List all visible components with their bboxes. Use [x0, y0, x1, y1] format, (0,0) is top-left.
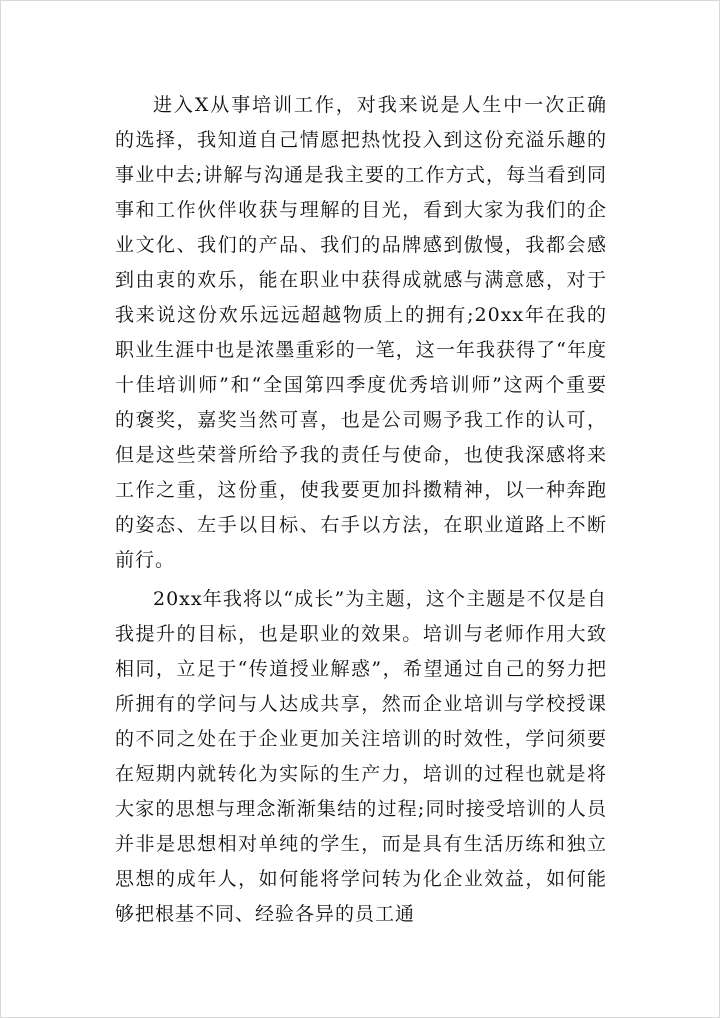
paragraph-1: 进入X从事培训工作，对我来说是人生中一次正确的选择，我知道自己情愿把热忱投入到这份充溢乐趣的事业中去;讲解与沟通是我主要的工作方式，每当看到同事和工作伙伴收获与理解的目光，看到大家为我们的企业文化、我们的产品、我们的品牌感到傲慢，我都会感到由衷的欢乐，能在职业中获得成就感与满意感，对于我来说这份欢乐远远超越物质上的拥有;20xx年在我的职业生涯中也是浓墨重彩的一笔，这一年我获得了“年度十佳培训师”和“全国第四季度优秀培训师”这两个重要的褒奖，嘉奖当然可喜，也是公司赐予我工作的认可，但是这些荣誉所给予我的责任与使命，也使我深感将来工作之重，这份重，使我要更加抖擞精神，以一种奔跑的姿态、左手以目标、右手以方法，在职业道路上不断前行。 [115, 94, 607, 571]
paragraph-2: 20xx年我将以“成长”为主题，这个主题是不仅是自我提升的目标，也是职业的效果。培训与老师作用大致相同，立足于“传道授业解惑”，希望通过自己的努力把所拥有的学问与人达成共享，然而企业培训与学校授课的不同之处在于企业更加关注培训的时效性，学问须要在短期内就转化为实际的生产力，培训的过程也就是将大家的思想与理念渐渐集结的过程;同时接受培训的人员并非是思想相对单纯的学生，而是具有生活历练和独立思想的成年人，如何能将学问转为化企业效益，如何能够把根基不同、经验各异的员工通 [115, 588, 607, 925]
document-body [115, 88, 607, 932]
